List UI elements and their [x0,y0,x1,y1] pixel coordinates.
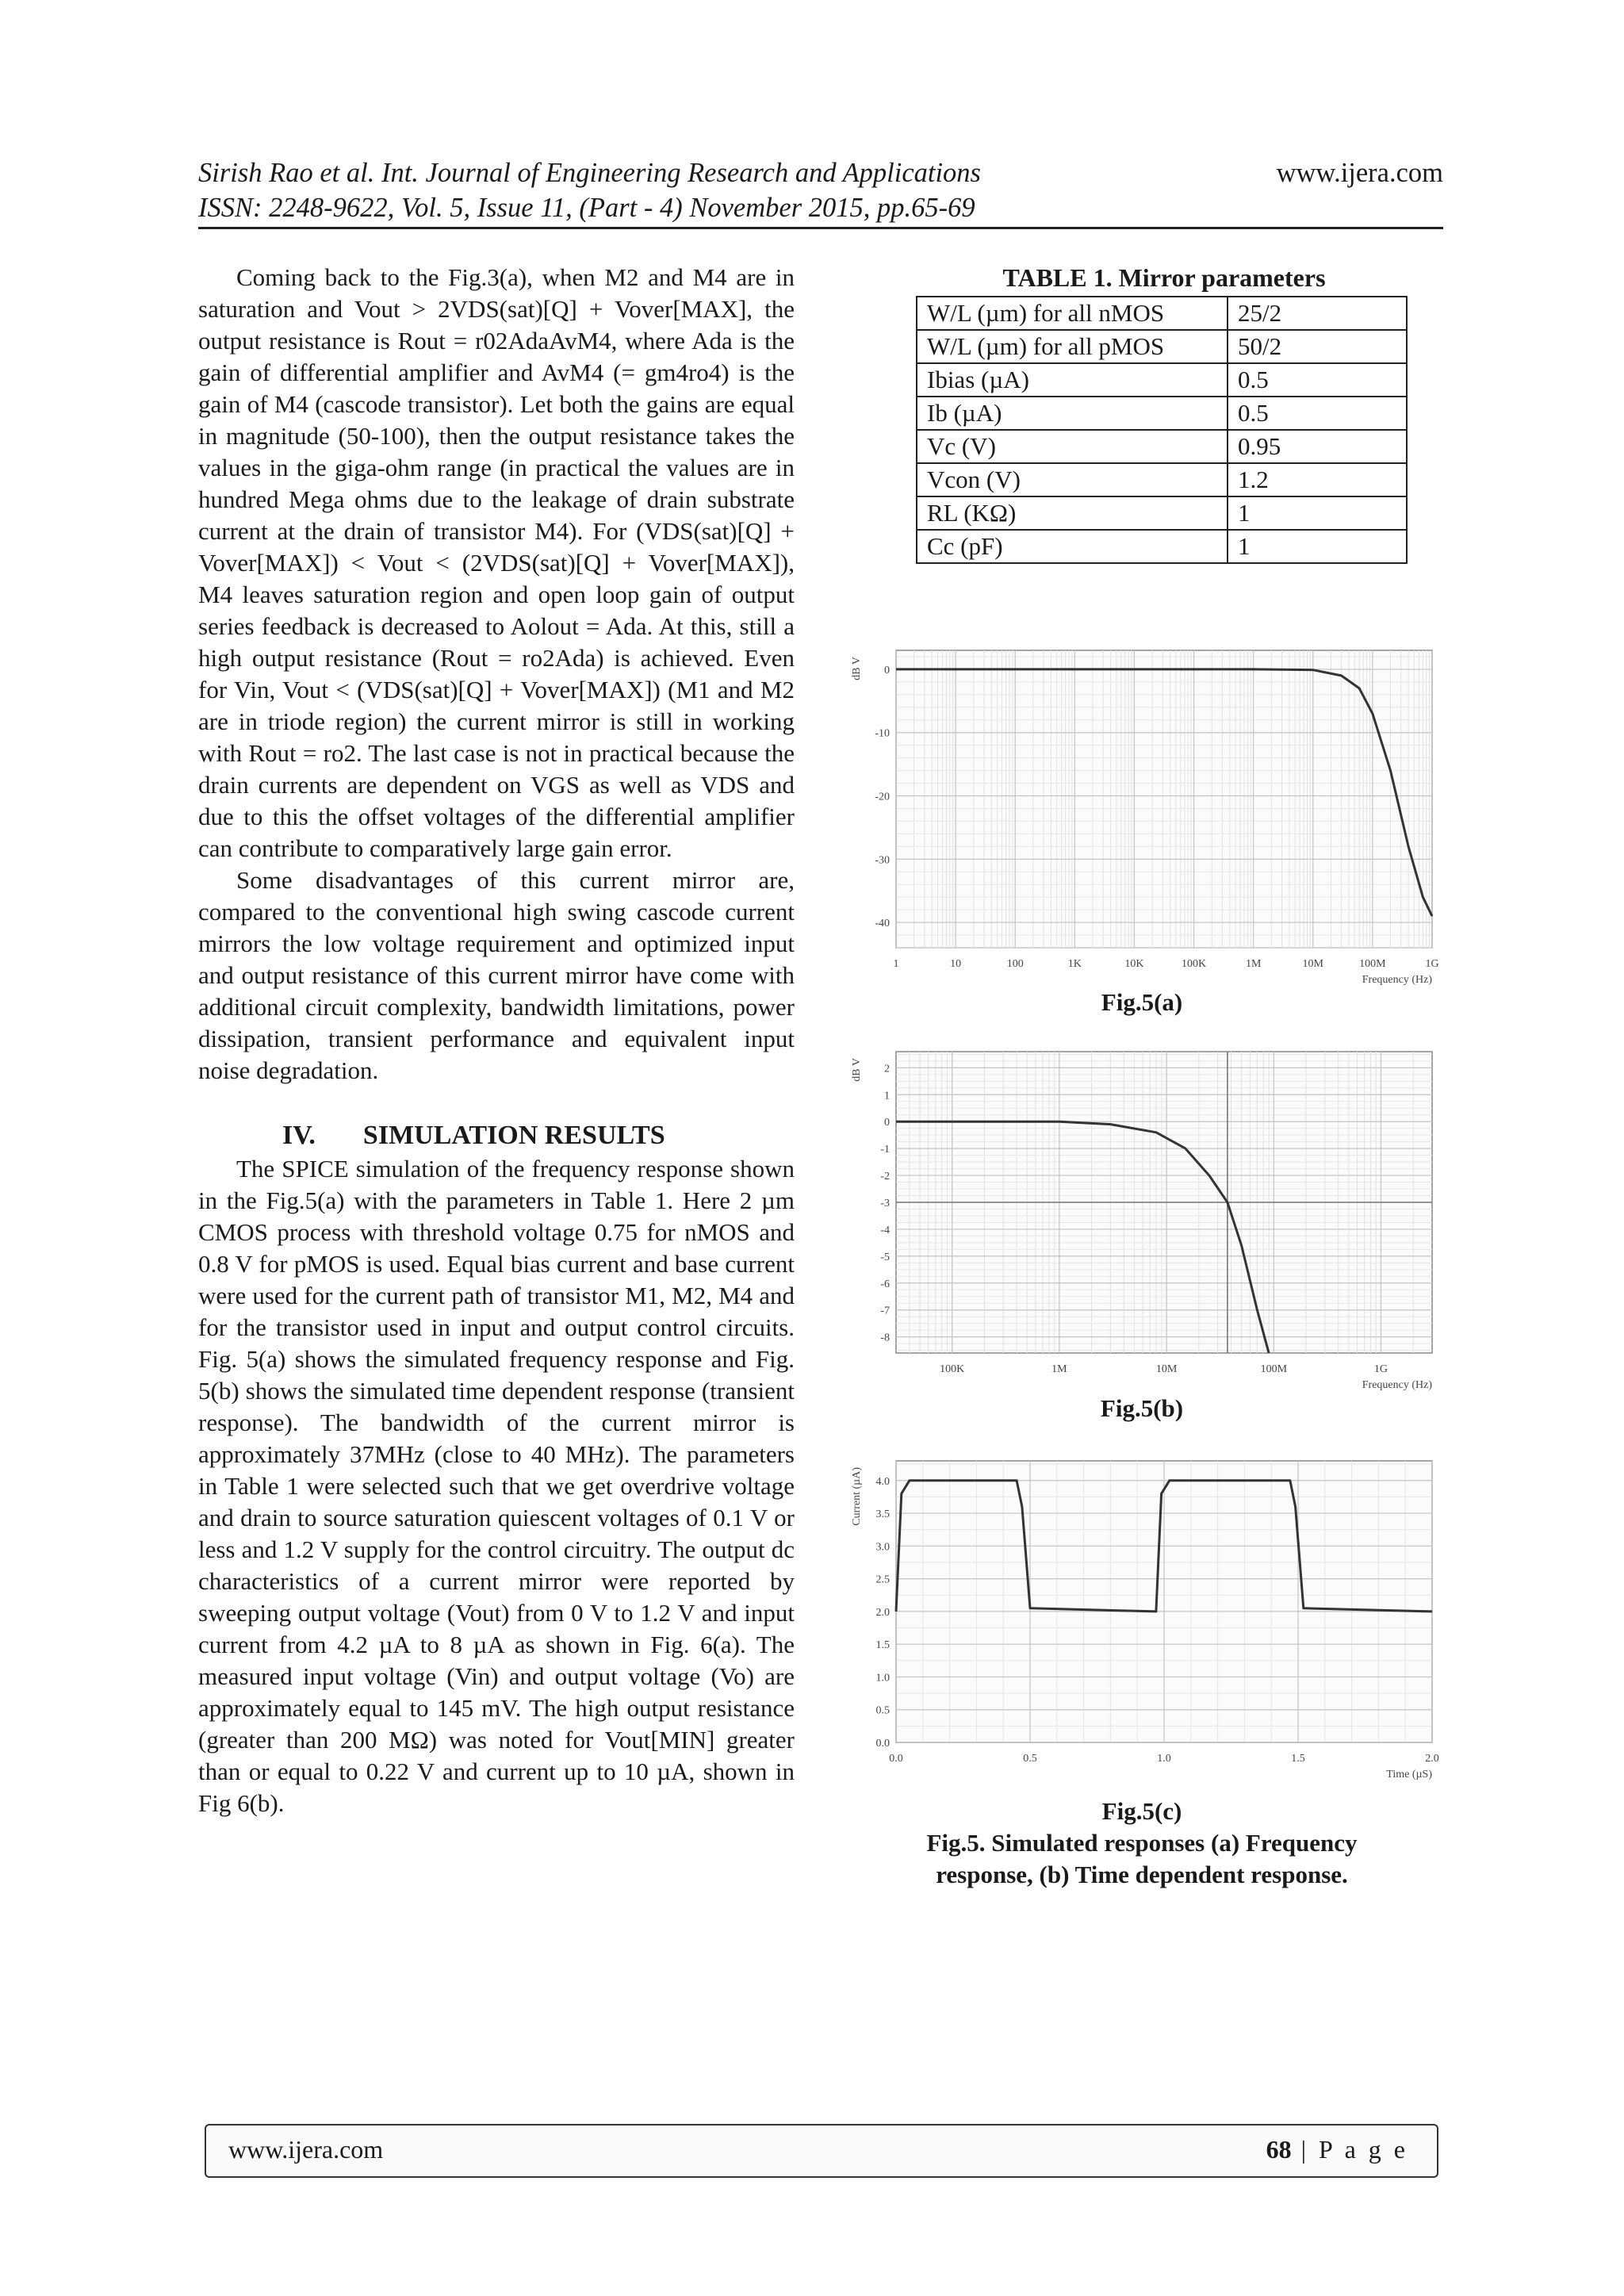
y-axis-label: dB V [851,657,863,680]
y-tick-label: -6 [880,1278,890,1290]
fig5c-time-chart [841,1451,1443,1800]
y-tick-label: 3.5 [875,1508,890,1521]
x-tick-label: 1.5 [1291,1753,1305,1765]
mirror-parameters-table [916,296,1408,564]
y-tick-label: -1 [880,1144,890,1156]
footer-site-link[interactable]: www.ijera.com [228,2135,384,2164]
x-tick-label: 1G [1373,1363,1388,1375]
section-heading [198,1120,795,1152]
issn-line: ISSN: 2248-9622, Vol. 5, Issue 11, (Part - 4) November 2015, pp.65-69 [198,193,975,223]
y-tick-label: 1.0 [875,1672,890,1685]
x-axis-label: Frequency (Hz) [1362,974,1432,986]
left-column [198,262,795,1819]
y-tick-label: 4.0 [875,1475,890,1488]
x-tick-label: 0.5 [1023,1753,1037,1765]
header-rule [198,227,1443,229]
y-tick-label: -30 [875,854,890,867]
param-cell: Ibias (µA) [917,363,1228,397]
x-axis-label: Time (µS) [1386,1769,1432,1780]
param-cell: Vc (V) [917,430,1228,463]
page-number-value: 68 [1266,2135,1292,2164]
fig5-caption-line1: Fig.5. Simulated responses (a) Frequency [926,1829,1358,1857]
param-cell: Vcon (V) [917,463,1228,496]
value-cell: 1 [1228,530,1407,563]
table-title: TABLE 1. Mirror parameters [1002,263,1326,292]
x-tick-label: 1G [1425,958,1439,970]
x-tick-label: 100 [1006,958,1024,970]
table-row [917,496,1407,530]
header-site-link[interactable]: www.ijera.com [1276,158,1443,188]
y-tick-label: 3.0 [875,1541,890,1554]
fig5b-caption: Fig.5(b) [1100,1394,1184,1422]
fig5a-caption: Fig.5(a) [1101,988,1183,1016]
table-row [917,363,1407,397]
x-tick-label: 10M [1302,958,1324,970]
table-row [917,330,1407,363]
paragraph-simulation: The SPICE simulation of the frequency response shown in the Fig.5(a) with the parameters in Table 1. Here 2 µm CMOS process with threshold voltage 0.75 for nMOS and 0.8 V for pMOS is used. Equal bias current and base current were used for the current path of transistor M1, M2, M4 and for the transistor used in input and output control circuits. Fig. 5(a) shows the simulated frequency response and Fig. 5(b) shows the simulated time dependent response (transient response). The bandwidth of the current mirror is approximately 37MHz (close to 40 MHz). The parameters in Table 1 were selected such that we get overdrive voltage and drain to source saturation quiescent voltages of 0.1 V or less and 1.2 V supply for the control circuitry. The output dc characteristics of a current mirror were reported by sweeping output voltage (Vout) from 0 V to 1.2 V and input current from 4.2 µA to 8 µA as shown in Fig. 6(a). The measured input voltage (Vin) and output voltage (Vo) are approximately equal to 145 mV. The high output resistance (greater than 200 MΩ) was noted for Vout[MIN] greater than or equal to 0.22 V and current up to 10 µA, shown in Fig 6(b). [198,1155,795,1817]
paragraph-disadvantages: Some disadvantages of this current mirror are, compared to the conventional high swing cascode current mirrors the low voltage requirement and optimized input and output resistance of this current mirror have come with additional circuit complexity, bandwidth limitations, power dissipation, transient performance and equivalent input noise degradation. [198,866,795,1084]
y-tick-label: 0 [884,1117,890,1129]
page-label: | P a g e [1300,2135,1408,2164]
x-tick-label: 2.0 [1425,1753,1439,1765]
fig5a-frequency-chart [841,634,1443,991]
x-tick-label: 100K [1181,958,1207,970]
table-row [917,530,1407,563]
x-tick-label: 1 [893,958,899,970]
x-tick-label: 10M [1155,1363,1178,1375]
value-cell: 0.5 [1228,363,1407,397]
value-cell: 0.95 [1228,430,1407,463]
y-tick-label: 2.5 [875,1573,890,1586]
page-number [1266,2135,1408,2164]
value-cell: 0.5 [1228,397,1407,430]
y-tick-label: -4 [880,1224,890,1236]
fig5-caption-line2: response, (b) Time dependent response. [936,1861,1348,1888]
table-row [917,430,1407,463]
x-tick-label: 100M [1260,1363,1288,1375]
y-tick-label: -20 [875,791,890,803]
y-tick-label: -8 [880,1332,890,1344]
y-tick-label: 2.0 [875,1606,890,1619]
x-tick-label: 1K [1067,958,1082,970]
y-tick-label: -40 [875,918,890,930]
param-cell: Ib (µA) [917,397,1228,430]
param-cell: Cc (pF) [917,530,1228,563]
section-number: IV. [282,1121,316,1150]
value-cell: 1.2 [1228,463,1407,496]
value-cell: 25/2 [1228,297,1407,330]
y-tick-label: -5 [880,1251,890,1263]
x-tick-label: 100K [940,1363,965,1375]
table-row [917,463,1407,496]
y-tick-label: 2 [884,1063,890,1075]
value-cell: 1 [1228,496,1407,530]
page-footer [205,2124,1438,2178]
param-cell: W/L (µm) for all nMOS [917,297,1228,330]
table-row [917,397,1407,430]
y-tick-label: 0 [884,664,890,677]
x-axis-label: Frequency (Hz) [1362,1379,1432,1391]
y-tick-label: 1 [884,1090,890,1102]
x-tick-label: 10K [1124,958,1144,970]
y-tick-label: 1.5 [875,1639,890,1652]
x-tick-label: 10 [950,958,962,970]
value-cell: 50/2 [1228,330,1407,363]
section-title: SIMULATION RESULTS [362,1121,665,1150]
fig5b-frequency-chart [841,1045,1443,1394]
journal-title: Sirish Rao et al. Int. Journal of Engineering Research and Applications [198,158,981,188]
running-header [198,155,1443,225]
param-cell: W/L (µm) for all pMOS [917,330,1228,363]
y-tick-label: -2 [880,1171,890,1183]
y-tick-label: -10 [875,727,890,740]
paragraph-output-resistance: Coming back to the Fig.3(a), when M2 and M4 are in saturation and Vout > 2VDS(sat)[Q] + Vover[MAX], the output resistance is Rout = r02AdaAvM4, where Ada is the gain of differential amplifier and AvM4 (= gm4ro4) is the gain of M4 (cascode transistor). Let both the gains are equal in magnitude (50-100), then the output resistance takes the values in the giga-ohm range (in practical the values are in hundred Mega ohms due to the leakage of drain substrate current at the drain of transistor M4). For (VDS(sat)[Q] + Vover[MAX]) < Vout < (2VDS(sat)[Q] + Vover[MAX]), M4 leaves saturation region and open loop gain of output series feedback is decreased to Aolout = Ada. At this, still a high output resistance (Rout = ro2Ada) is achieved. Even for Vin, Vout < (VDS(sat)[Q] + Vover[MAX]) (M1 and M2 are in triode region) the current mirror is still in working with Rout = ro2. The last case is not in practical because the drain currents are dependent on VGS as well as VDS and due to this the offset voltages of the differential amplifier can contribute to comparatively large gain error. [198,263,795,862]
x-tick-label: 0.0 [889,1753,903,1765]
x-tick-label: 1M [1245,958,1262,970]
y-tick-label: -3 [880,1198,890,1209]
x-tick-label: 1.0 [1157,1753,1171,1765]
fig5c-caption: Fig.5(c) [1101,1797,1182,1825]
y-tick-label: -7 [880,1305,890,1317]
x-tick-label: 100M [1359,958,1386,970]
y-axis-label: Current (µA) [851,1467,863,1526]
table-row [917,297,1407,330]
y-tick-label: 0.0 [875,1738,890,1750]
x-tick-label: 1M [1051,1363,1067,1375]
param-cell: RL (KΩ) [917,496,1228,530]
y-tick-label: 0.5 [875,1704,890,1717]
y-axis-label: dB V [851,1058,863,1082]
